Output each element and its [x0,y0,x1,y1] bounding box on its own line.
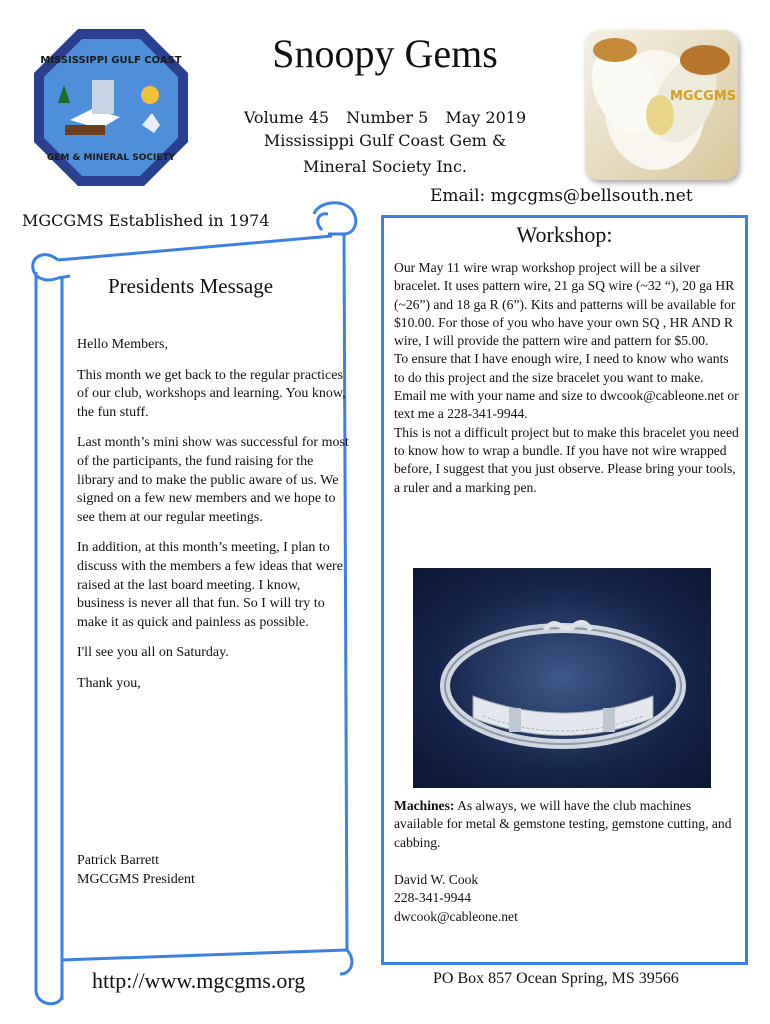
workshop-paragraph: This is not a difficult project but to make this bracelet you need to know how to wrap a bundle. If you have not wire wrapped before, I suggest that you just observe. Please bring your tools, a ruler and a marking pen. [394,424,739,495]
issue-line [230,108,540,127]
po-box-address: PO Box 857 Ocean Spring, MS 39566 [433,970,679,987]
society-logo [30,25,192,190]
workshop-contact [394,871,518,926]
workshop-title: Workshop: [516,222,613,247]
society-name-line1: Mississippi Gulf Coast Gem & [263,131,507,150]
machines-text: As always, we will have the club machines available for metal & gemstone testing, gemstone cutting, and cabbing. [394,798,732,850]
workshop-body [394,259,739,497]
pm-paragraph: Thank you, [77,675,141,691]
signature [77,852,195,889]
workshop-paragraph: Our May 11 wire wrap workshop project will be a silver bracelet. It uses pattern wire, 21 ga SQ wire (~32 “), 20 ga HR (~26”) and 18 ga R (6”). Kits and patterns will be available for $10.00. For those of you who have your own SQ , HR AND R wire, I will provide the pattern wire and pattern for $5.00. [394,260,736,349]
pm-paragraph: Hello Members, [77,337,168,352]
signature-name: Patrick Barrett [77,853,160,868]
website-url[interactable]: http://www.mgcgms.org [92,968,306,993]
society-name-line2: Mineral Society Inc. [302,157,468,176]
presidents-message-body [77,336,349,706]
issue-date: May 2019 [445,108,527,127]
presidents-message-title: Presidents Message [108,274,274,298]
established-line: MGCGMS Established in 1974 [22,211,270,230]
pm-paragraph: Last month’s mini show was successful for most of the participants, the fund raising for the library and to make the public aware of us. We signed on a few new members and we hope to see them at our regular meetings. [77,435,349,525]
contact-phone: 228-341-9944 [394,890,472,906]
pm-paragraph: I'll see you all on Saturday. [77,645,229,661]
logo-top-text: MISSISSIPPI GULF COAST [40,55,182,66]
logo-bottom-text: GEM & MINERAL SOCIETY [46,153,176,163]
workshop-paragraph: To ensure that I have enough wire, I need to know who wants to do this project and the size bracelet you want to make. Email me with your name and size to dwcook@cableone.net or text me a 228-341-9944. [394,351,739,422]
machines-note [394,797,734,852]
signature-title: MGCGMS President [77,871,195,887]
pm-paragraph: This month we get back to the regular practices of our club, workshops and learning. You know, the fun stuff. [77,367,346,420]
contact-name: David W. Cook [394,872,479,887]
society-email[interactable]: Email: mgcgms@bellsouth.net [430,186,693,206]
number: Number 5 [346,108,429,127]
pm-paragraph: In addition, at this month’s meeting, I plan to discuss with the members a few ideas that were raised at the last board meeting. I know, business is never all that fun. So I will try to make it as quick and painless as possible. [77,540,343,630]
machines-label: Machines: [394,798,455,813]
magnolia-photo [585,30,738,180]
photo-badge-text: MGCGMS [669,89,737,104]
volume: Volume 45 [243,108,330,127]
newsletter-title: Snoopy Gems [272,31,498,76]
contact-email[interactable]: dwcook@cableone.net [394,908,518,924]
bracelet-photo [413,568,711,788]
